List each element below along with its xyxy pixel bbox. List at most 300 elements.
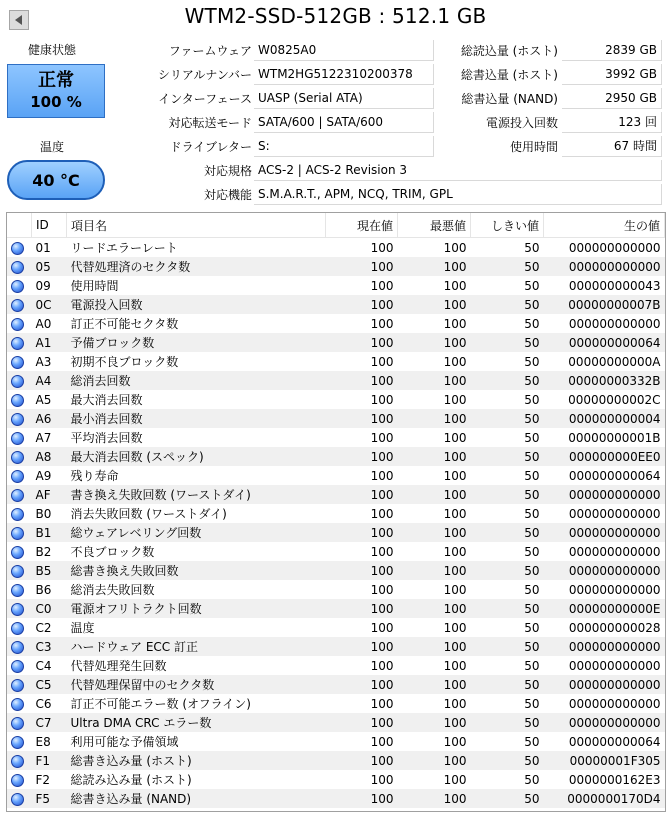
attr-threshold: 50 <box>471 789 544 808</box>
attr-raw: 000000000000 <box>544 675 665 694</box>
attr-worst: 100 <box>398 599 471 618</box>
attr-threshold: 50 <box>471 675 544 694</box>
status-cell <box>7 390 32 409</box>
table-row[interactable] <box>7 428 665 447</box>
table-row[interactable] <box>7 732 665 751</box>
attr-raw: 000000000043 <box>568 278 661 293</box>
info-left-value[interactable]: W0825A0 <box>254 40 434 61</box>
table-row[interactable] <box>7 542 665 561</box>
attr-current: 100 <box>370 696 394 711</box>
attr-raw: 00000000000A <box>568 354 661 369</box>
info-right-label: 総読込量 (ホスト) <box>460 44 558 58</box>
attr-name: Ultra DMA CRC エラー数 <box>67 713 326 732</box>
attr-raw: 000000000000 <box>544 523 665 542</box>
attr-name: 総ウェアレベリング回数 <box>67 523 326 542</box>
table-row[interactable] <box>7 618 665 637</box>
attr-threshold: 50 <box>471 409 544 428</box>
attr-id: A6 <box>32 409 67 428</box>
col-raw[interactable]: 生の値 <box>544 213 665 238</box>
table-row[interactable] <box>7 637 665 656</box>
info-left-label: インターフェース <box>158 92 252 106</box>
col-worst[interactable]: 最悪値 <box>398 213 471 238</box>
table-row[interactable] <box>7 352 665 371</box>
attr-id: B0 <box>35 506 52 521</box>
attr-current: 100 <box>326 713 398 732</box>
attr-id: C0 <box>32 599 67 618</box>
info-left-value[interactable]: SATA/600 | SATA/600 <box>254 112 434 133</box>
attr-raw: 000000000028 <box>568 620 661 635</box>
attr-raw: 000000000000 <box>568 316 661 331</box>
status-good-icon <box>11 774 24 787</box>
status-good-icon <box>11 508 24 521</box>
table-row[interactable] <box>7 675 665 694</box>
status-cell <box>7 314 32 333</box>
attr-worst: 100 <box>443 430 467 445</box>
info-left-value[interactable]: S: <box>254 136 434 157</box>
status-cell <box>7 637 32 656</box>
attr-id: A4 <box>32 371 67 390</box>
status-cell <box>7 523 32 542</box>
attr-current: 100 <box>370 620 394 635</box>
attr-raw: 000000000000 <box>544 485 665 504</box>
info-right-label: 総書込量 (ホスト) <box>460 68 558 82</box>
attr-worst: 100 <box>398 523 471 542</box>
smart-table[interactable] <box>6 212 666 812</box>
attr-worst: 100 <box>398 333 471 352</box>
attr-current: 100 <box>326 409 398 428</box>
info-left-label: 対応規格 <box>203 164 252 178</box>
attr-threshold: 50 <box>524 392 540 407</box>
attr-worst: 100 <box>398 447 471 466</box>
attr-current: 100 <box>370 468 394 483</box>
status-good-icon <box>11 261 24 274</box>
status-good-icon <box>11 755 24 768</box>
attr-id: A3 <box>35 354 52 369</box>
attr-worst: 100 <box>443 582 467 597</box>
status-good-icon <box>11 565 24 578</box>
table-row[interactable] <box>7 371 665 390</box>
attr-name: 総書き込み量 (ホスト) <box>67 751 326 770</box>
status-cell <box>7 561 32 580</box>
status-cell <box>7 485 32 504</box>
status-cell <box>7 276 32 295</box>
table-row[interactable] <box>7 770 665 789</box>
col-name[interactable]: 項目名 <box>67 213 326 238</box>
info-right-label: 使用時間 <box>509 140 558 154</box>
attr-raw: 0000000170D4 <box>544 789 665 808</box>
status-cell <box>7 257 32 276</box>
attr-threshold: 50 <box>524 506 540 521</box>
attr-current: 100 <box>370 430 394 445</box>
status-good-icon <box>11 660 24 673</box>
attr-worst: 100 <box>443 696 467 711</box>
status-good-icon <box>11 622 24 635</box>
status-cell <box>7 371 32 390</box>
attr-raw: 000000000EE0 <box>544 447 665 466</box>
attr-raw: 000000000000 <box>544 561 665 580</box>
table-row[interactable] <box>7 523 665 542</box>
status-good-icon <box>11 280 24 293</box>
attr-id: 09 <box>35 278 51 293</box>
status-cell <box>7 333 32 352</box>
attr-threshold: 50 <box>524 354 540 369</box>
attr-id: A9 <box>35 468 52 483</box>
attr-current: 100 <box>370 734 394 749</box>
status-good-icon <box>11 736 24 749</box>
attr-name: 最小消去回数 <box>67 409 326 428</box>
status-good-icon <box>11 432 24 445</box>
attr-raw: 00000000000E <box>544 599 665 618</box>
info-right-value[interactable]: 67 時間 <box>562 136 662 157</box>
attr-worst: 100 <box>398 675 471 694</box>
attr-name: 利用可能な予備領域 <box>70 735 179 749</box>
attr-current: 100 <box>370 240 394 255</box>
attr-id: F5 <box>32 789 67 808</box>
attr-name: 使用時間 <box>70 279 119 293</box>
status-good-icon <box>11 318 24 331</box>
attr-id: C3 <box>32 637 67 656</box>
col-status[interactable] <box>7 213 32 238</box>
attr-raw: 000000000000 <box>544 257 665 276</box>
status-cell <box>7 352 32 371</box>
attr-threshold: 50 <box>524 430 540 445</box>
status-cell <box>7 618 32 637</box>
table-row[interactable] <box>7 466 665 485</box>
temperature-label: 温度 <box>40 140 65 154</box>
status-good-icon <box>11 584 24 597</box>
attr-current: 100 <box>370 544 394 559</box>
info-left-label: ファームウェア <box>168 44 252 58</box>
info-left-label: 対応転送モード <box>168 116 252 130</box>
attr-raw: 000000000000 <box>568 506 661 521</box>
attr-threshold: 50 <box>524 468 540 483</box>
attr-worst: 100 <box>398 409 471 428</box>
info-right-label: 電源投入回数 <box>485 116 558 130</box>
attr-raw: 000000000000 <box>568 658 661 673</box>
info-right-value[interactable]: 3992 GB <box>562 64 662 85</box>
attr-worst: 100 <box>443 468 467 483</box>
attr-id: 0C <box>32 295 67 314</box>
status-good-icon <box>11 546 24 559</box>
table-row[interactable] <box>7 713 665 732</box>
attr-name: 総消去失敗回数 <box>70 583 155 597</box>
attr-name: リードエラーレート <box>70 241 178 255</box>
table-row[interactable] <box>7 257 665 276</box>
attr-name: 温度 <box>70 621 95 635</box>
attr-current: 100 <box>370 772 394 787</box>
attr-raw: 000000000000 <box>568 582 661 597</box>
attr-name: 訂正不可能セクタ数 <box>70 317 179 331</box>
attr-id: F1 <box>32 751 67 770</box>
attr-current: 100 <box>326 751 398 770</box>
status-good-icon <box>11 451 24 464</box>
status-cell <box>7 732 32 751</box>
attr-id: A5 <box>35 392 52 407</box>
attr-id: B1 <box>32 523 67 542</box>
attr-worst: 100 <box>443 658 467 673</box>
table-row[interactable] <box>7 447 665 466</box>
status-cell <box>7 789 32 808</box>
status-cell <box>7 504 32 523</box>
attr-id: C4 <box>35 658 52 673</box>
col-current[interactable]: 現在値 <box>326 213 398 238</box>
attr-current: 100 <box>370 354 394 369</box>
attr-id: B5 <box>32 561 67 580</box>
status-good-icon <box>11 717 24 730</box>
attr-worst: 100 <box>443 316 467 331</box>
attr-name: 残り寿命 <box>70 469 119 483</box>
status-cell <box>7 580 32 599</box>
status-cell <box>7 409 32 428</box>
attr-name: 予備ブロック数 <box>67 333 326 352</box>
status-good-icon <box>11 470 24 483</box>
attr-worst: 100 <box>398 789 471 808</box>
attr-worst: 100 <box>443 392 467 407</box>
status-good-icon <box>11 413 24 426</box>
status-good-icon <box>11 489 24 502</box>
info-left-label: ドライブレター <box>169 140 252 154</box>
table-row[interactable] <box>7 789 665 808</box>
attr-worst: 100 <box>398 257 471 276</box>
attr-raw: 0000000162E3 <box>568 772 661 787</box>
attr-worst: 100 <box>398 485 471 504</box>
status-good-icon <box>11 356 24 369</box>
attr-current: 100 <box>326 371 398 390</box>
attr-name: ハードウェア ECC 訂正 <box>67 637 326 656</box>
attr-current: 100 <box>370 316 394 331</box>
attr-id: A0 <box>35 316 52 331</box>
attr-raw: 000000000064 <box>544 333 665 352</box>
col-threshold[interactable]: しきい値 <box>471 213 544 238</box>
attr-name: 平均消去回数 <box>70 431 143 445</box>
attr-raw: 00000000332B <box>544 371 665 390</box>
attr-id: A1 <box>32 333 67 352</box>
attr-threshold: 50 <box>471 599 544 618</box>
table-row[interactable] <box>7 694 665 713</box>
attr-current: 100 <box>326 333 398 352</box>
attr-current: 100 <box>326 637 398 656</box>
attr-threshold: 50 <box>524 544 540 559</box>
attr-threshold: 50 <box>524 240 540 255</box>
status-cell <box>7 428 32 447</box>
table-row[interactable] <box>7 276 665 295</box>
attr-current: 100 <box>326 447 398 466</box>
attr-current: 100 <box>326 789 398 808</box>
attr-current: 100 <box>326 561 398 580</box>
attr-id: C7 <box>32 713 67 732</box>
attr-raw: 00000000001B <box>568 430 661 445</box>
attr-name: 消去失敗回数 (ワーストダイ) <box>70 507 227 521</box>
status-cell <box>7 295 32 314</box>
attr-threshold: 50 <box>524 734 540 749</box>
attr-name: 総書き換え失敗回数 <box>67 561 326 580</box>
status-cell <box>7 656 32 675</box>
health-status-label: 健康状態 <box>28 43 77 57</box>
attr-raw: 000000000000 <box>544 713 665 732</box>
attr-current: 100 <box>326 485 398 504</box>
attr-threshold: 50 <box>471 751 544 770</box>
attr-id: E8 <box>35 734 51 749</box>
info-left-value[interactable]: S.M.A.R.T., APM, NCQ, TRIM, GPL <box>254 184 662 205</box>
temperature-badge[interactable]: 40 °C <box>7 160 105 200</box>
attr-threshold: 50 <box>524 658 540 673</box>
table-row[interactable] <box>7 314 665 333</box>
attr-raw: 000000000000 <box>568 240 661 255</box>
health-status-badge[interactable] <box>7 64 105 118</box>
status-good-icon <box>11 242 24 255</box>
attr-raw: 000000000000 <box>544 637 665 656</box>
attr-threshold: 50 <box>524 278 540 293</box>
table-row[interactable] <box>7 333 665 352</box>
attr-threshold: 50 <box>524 772 540 787</box>
attr-id: C5 <box>32 675 67 694</box>
attr-name: 総消去回数 <box>67 371 326 390</box>
table-row[interactable] <box>7 656 665 675</box>
attr-worst: 100 <box>443 734 467 749</box>
attr-worst: 100 <box>398 713 471 732</box>
info-left-label: 対応機能 <box>203 188 252 202</box>
attr-name: 電源オフリトラクト回数 <box>67 599 326 618</box>
attr-worst: 100 <box>398 637 471 656</box>
table-row[interactable] <box>7 295 665 314</box>
status-good-icon <box>11 603 24 616</box>
attr-current: 100 <box>370 278 394 293</box>
info-left-value[interactable]: UASP (Serial ATA) <box>254 88 434 109</box>
attr-worst: 100 <box>398 295 471 314</box>
col-id[interactable]: ID <box>32 213 67 238</box>
attr-name: 総読み込み量 (ホスト) <box>70 773 192 787</box>
attr-threshold: 50 <box>471 713 544 732</box>
attr-name: 書き換え失敗回数 (ワーストダイ) <box>67 485 326 504</box>
attr-worst: 100 <box>398 751 471 770</box>
info-left-label: シリアルナンバー <box>157 68 252 82</box>
attr-name: 最大消去回数 (スペック) <box>67 447 326 466</box>
attr-current: 100 <box>370 582 394 597</box>
attr-worst: 100 <box>443 354 467 369</box>
attr-raw: 000000000004 <box>544 409 665 428</box>
attr-threshold: 50 <box>471 561 544 580</box>
attr-threshold: 50 <box>524 582 540 597</box>
attr-name: 代替処理発生回数 <box>70 659 167 673</box>
status-cell <box>7 751 32 770</box>
status-good-icon <box>11 641 24 654</box>
attr-threshold: 50 <box>471 637 544 656</box>
attr-id: C2 <box>35 620 52 635</box>
attr-worst: 100 <box>398 371 471 390</box>
attr-current: 100 <box>370 506 394 521</box>
attr-current: 100 <box>370 658 394 673</box>
attr-id: B2 <box>35 544 52 559</box>
attr-current: 100 <box>326 675 398 694</box>
attr-raw: 00000000002C <box>568 392 661 407</box>
info-right-value[interactable]: 2839 GB <box>562 40 662 61</box>
attr-raw: 00000000007B <box>544 295 665 314</box>
table-row[interactable] <box>7 751 665 770</box>
attr-id: 01 <box>35 240 51 255</box>
status-good-icon <box>11 679 24 692</box>
table-row[interactable] <box>7 561 665 580</box>
attr-id: AF <box>32 485 67 504</box>
attr-raw: 000000000064 <box>568 734 661 749</box>
attr-threshold: 50 <box>471 523 544 542</box>
status-good-icon <box>11 527 24 540</box>
status-cell <box>7 542 32 561</box>
table-row[interactable] <box>7 485 665 504</box>
status-good-icon <box>11 793 24 806</box>
attr-id: A7 <box>35 430 52 445</box>
attr-threshold: 50 <box>471 485 544 504</box>
attr-worst: 100 <box>443 772 467 787</box>
attr-raw: 000000000000 <box>568 544 661 559</box>
attr-threshold: 50 <box>471 447 544 466</box>
attr-worst: 100 <box>398 561 471 580</box>
attr-threshold: 50 <box>524 316 540 331</box>
attr-worst: 100 <box>443 506 467 521</box>
status-cell <box>7 713 32 732</box>
attr-threshold: 50 <box>471 257 544 276</box>
attr-raw: 000000000000 <box>568 696 661 711</box>
table-row[interactable] <box>7 409 665 428</box>
status-cell <box>7 238 32 258</box>
status-cell <box>7 675 32 694</box>
attr-threshold: 50 <box>524 620 540 635</box>
attr-name: 最大消去回数 <box>70 393 143 407</box>
smart-table-header <box>7 213 665 238</box>
attr-threshold: 50 <box>471 333 544 352</box>
attr-id: C6 <box>35 696 52 711</box>
attr-raw: 000000000064 <box>568 468 661 483</box>
attr-worst: 100 <box>443 240 467 255</box>
attr-current: 100 <box>326 295 398 314</box>
status-cell <box>7 599 32 618</box>
attr-current: 100 <box>326 523 398 542</box>
attr-name: 代替処理保留中のセクタ数 <box>67 675 326 694</box>
status-cell <box>7 694 32 713</box>
info-left-value[interactable]: ACS-2 | ACS-2 Revision 3 <box>254 160 662 181</box>
attr-name: 訂正不可能エラー数 (オフライン) <box>70 697 251 711</box>
status-good-icon <box>11 698 24 711</box>
health-percent: 100 % <box>30 93 82 111</box>
attr-threshold: 50 <box>471 371 544 390</box>
table-row[interactable] <box>7 599 665 618</box>
table-row[interactable] <box>7 504 665 523</box>
attr-name: 総書き込み量 (NAND) <box>67 789 326 808</box>
status-cell <box>7 447 32 466</box>
status-good-icon <box>11 299 24 312</box>
table-row[interactable] <box>7 390 665 409</box>
attr-name: 電源投入回数 <box>67 295 326 314</box>
attr-worst: 100 <box>443 544 467 559</box>
info-left-value[interactable]: WTM2HG5122310200378 <box>254 64 434 85</box>
disk-title: WTM2-SSD-512GB : 512.1 GB <box>184 4 487 28</box>
table-row[interactable] <box>7 580 665 599</box>
attr-name: 初期不良ブロック数 <box>70 355 179 369</box>
info-right-value[interactable]: 2950 GB <box>562 88 662 109</box>
attr-current: 100 <box>326 599 398 618</box>
attr-threshold: 50 <box>471 295 544 314</box>
attr-current: 100 <box>370 392 394 407</box>
status-good-icon <box>11 375 24 388</box>
info-right-value[interactable]: 123 回 <box>562 112 662 133</box>
attr-current: 100 <box>326 257 398 276</box>
attr-id: 05 <box>32 257 67 276</box>
attr-worst: 100 <box>443 620 467 635</box>
info-right-label: 総書込量 (NAND) <box>461 92 558 106</box>
table-row[interactable] <box>7 238 665 258</box>
status-good-icon <box>11 337 24 350</box>
status-cell <box>7 770 32 789</box>
health-status-text: 正常 <box>38 70 74 91</box>
